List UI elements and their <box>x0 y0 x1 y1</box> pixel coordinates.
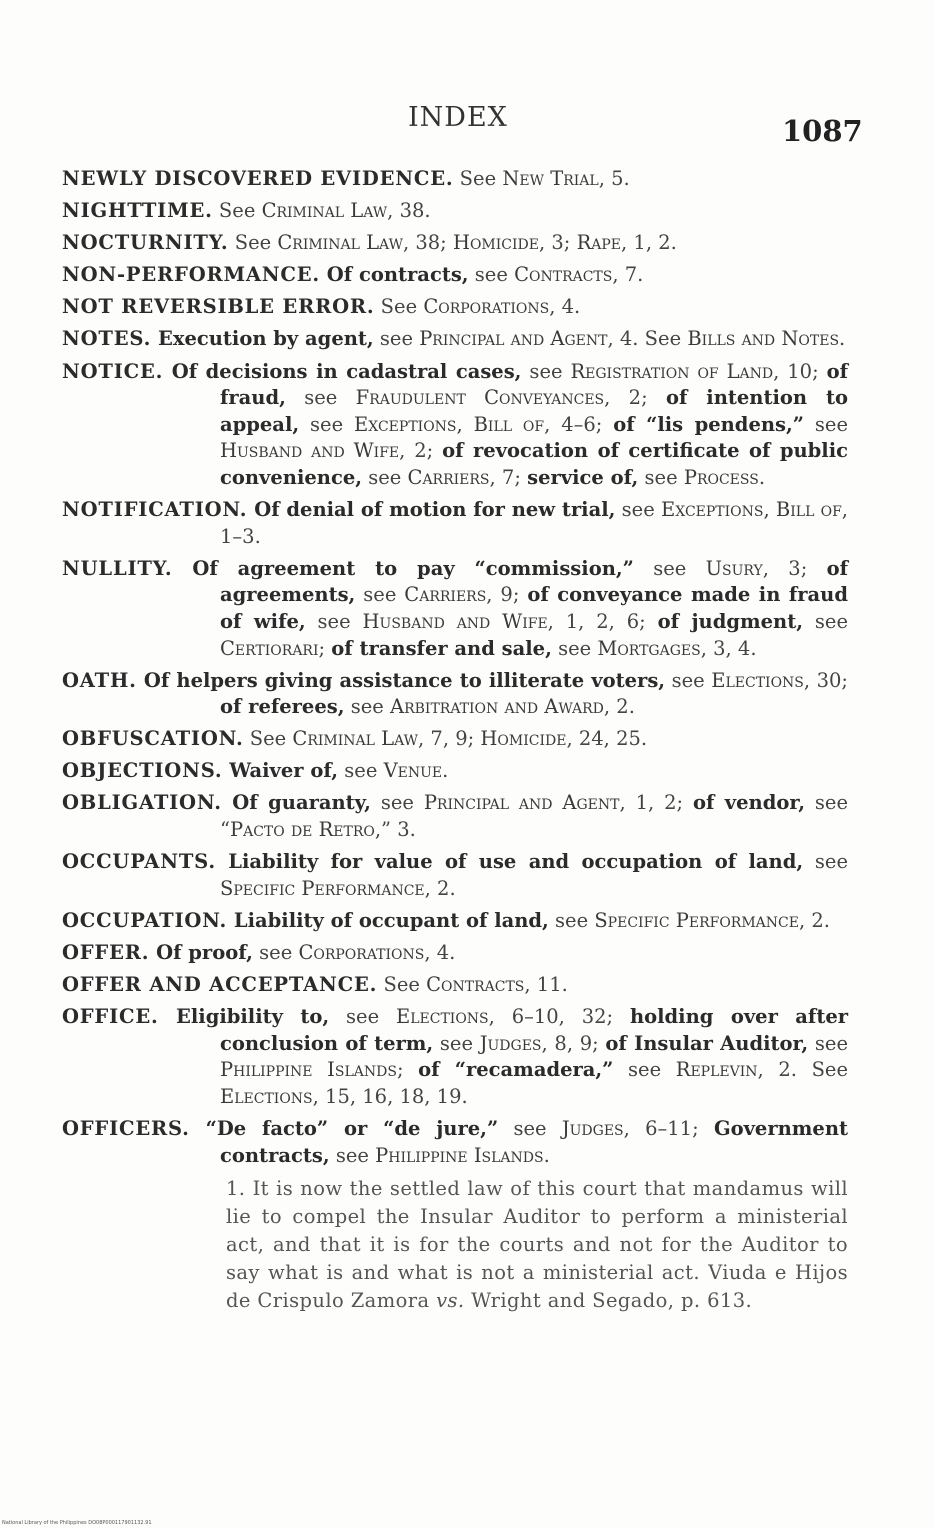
entry-text: ; <box>318 636 332 660</box>
entry-text: see <box>468 263 515 287</box>
entry-text: , 7; <box>489 465 528 489</box>
index-term: NOCTURNITY. <box>62 231 229 255</box>
index-term: OCCUPANTS. <box>62 850 216 874</box>
entry-text: , 1, 2; <box>619 791 693 815</box>
index-entry <box>62 166 848 193</box>
entry-text: , 2. <box>603 695 635 719</box>
entry-text: , 4. <box>549 295 581 319</box>
entry-text: , 1–3. <box>220 498 848 548</box>
cross-reference: Criminal Law <box>292 727 419 751</box>
index-term: OFFER AND ACCEPTANCE. <box>62 973 378 997</box>
cross-reference: Principal and Agent <box>423 791 620 815</box>
cross-reference: Carriers <box>404 583 487 607</box>
entry-text: . <box>543 1143 550 1167</box>
subheading-text: of intention to appeal, <box>220 386 849 436</box>
entry-text: See <box>453 167 503 190</box>
index-term: NEWLY DISCOVERED EVIDENCE. <box>62 167 454 190</box>
index-term: OFFICERS. <box>62 1117 190 1140</box>
entry-text: , 2. <box>798 908 830 932</box>
subheading-text: service of, <box>527 465 639 489</box>
entry-text: , 38. <box>387 199 431 223</box>
subheading-text: holding over after conclusion of term, <box>220 1005 849 1055</box>
entry-text: , 15, 16, 18, 19. <box>312 1084 468 1108</box>
entry-text: see <box>498 1117 562 1140</box>
cross-reference: Judges <box>479 1031 542 1055</box>
cross-reference: Philippine Islands <box>220 1058 397 1082</box>
cross-reference: Replevin <box>675 1058 758 1082</box>
index-entry <box>62 230 848 257</box>
subheading-text: Of proof, <box>149 940 253 964</box>
index-term: NOTICE. <box>62 359 164 383</box>
cross-reference: Corporations <box>423 295 550 319</box>
entry-text: see “ <box>220 791 848 842</box>
entry-text: See <box>243 727 293 751</box>
index-entry <box>62 556 848 662</box>
subheading-text: of transfer and sale, <box>331 636 552 660</box>
entry-text: , 10; <box>773 359 827 383</box>
index-entry <box>62 849 848 902</box>
entry-text: , 2; <box>399 439 443 463</box>
entry-text: see <box>252 940 299 964</box>
entry-text: see <box>285 386 356 410</box>
entry-text: see <box>373 327 420 351</box>
index-term: OBJECTIONS. <box>62 759 223 783</box>
cross-reference: Homicide <box>452 231 539 255</box>
index-term: NIGHTTIME. <box>62 199 213 223</box>
entry-text: , 1, 2. <box>621 231 677 255</box>
entry-text: see <box>521 359 571 383</box>
entry-text: see <box>344 695 390 719</box>
entry-text: , 5. <box>598 167 630 190</box>
subheading-text: Eligibility to, <box>158 1005 330 1029</box>
entry-text: , 4. <box>424 940 456 964</box>
entry-text: , 2. <box>424 876 456 900</box>
entry-text: see <box>329 1143 376 1167</box>
index-entry <box>62 326 848 353</box>
subheading-text: of “lis pendens,” <box>613 412 805 436</box>
cross-reference: Criminal Law <box>277 231 403 255</box>
entry-text: see <box>338 759 384 783</box>
entry-text: , 2; <box>604 386 666 410</box>
entry-text: see <box>633 556 706 580</box>
entry-text: see <box>548 908 595 932</box>
subheading-text: Of guaranty, <box>221 791 371 815</box>
entry-text: see <box>362 465 408 489</box>
subheading-text: of judgment, <box>657 609 804 633</box>
cross-reference: Contracts <box>426 973 525 997</box>
cross-reference: Homicide <box>480 727 567 751</box>
cross-reference: Venue <box>383 759 443 783</box>
entry-text: . <box>442 759 449 783</box>
index-entry <box>62 726 848 753</box>
index-entry <box>62 294 848 321</box>
index-entry <box>62 758 848 785</box>
entry-text: . <box>758 465 766 489</box>
index-entry <box>62 790 848 843</box>
entry-text: see <box>613 1058 676 1082</box>
case-versus: vs. <box>436 1288 465 1312</box>
index-entry <box>62 940 848 967</box>
entry-text: see <box>329 1005 396 1029</box>
subheading-text: Waiver of, <box>222 759 339 783</box>
entry-text: see <box>355 583 405 607</box>
entry-text: , 1, 2, 6; <box>547 609 658 633</box>
entry-text: , 8, 9; <box>541 1031 606 1055</box>
subheading-text: Of contracts, <box>320 263 469 287</box>
entry-text: see <box>305 609 363 633</box>
entry-text: see <box>808 1031 848 1055</box>
cross-reference: Rape <box>576 231 622 255</box>
entry-text: see <box>665 668 712 692</box>
cross-reference: Bills and Notes <box>687 327 840 351</box>
cross-reference: Husband and Wife <box>220 439 400 463</box>
index-term: OFFER. <box>62 940 150 964</box>
index-entries <box>62 166 848 1315</box>
cross-reference: Arbitration and Award <box>390 695 604 719</box>
subheading-text: Liability of occupant of land, <box>227 908 549 932</box>
subheading-text: Of decisions in cadastral cases, <box>163 359 522 383</box>
case-note <box>226 1175 848 1315</box>
cross-reference: Elections <box>395 1005 489 1029</box>
subheading-text: of conveyance made in fraud of wife, <box>220 583 848 633</box>
subheading-text: Of agreement to pay “commission,” <box>172 556 634 580</box>
cross-reference: Exceptions, Bill of <box>354 412 545 436</box>
subheading-text: Execution by agent, <box>151 327 374 351</box>
subheading-text: of revocation of certificate of public convenience, <box>220 439 848 489</box>
index-term: OATH. <box>62 668 137 692</box>
cross-reference: Usury <box>705 556 763 580</box>
subheading-text: Of denial of motion for new trial, <box>247 498 616 522</box>
subheading-text: Liability for value of use and occupation of land, <box>215 850 804 874</box>
index-term: OCCUPATION. <box>62 908 228 932</box>
page-header <box>0 102 934 148</box>
page-title: INDEX <box>408 102 508 133</box>
subheading-text: of vendor, <box>692 791 806 815</box>
cross-reference: Fraudulent Conveyances <box>355 386 605 410</box>
index-term: OFFICE. <box>62 1005 159 1029</box>
entry-text: , 38; <box>402 231 453 255</box>
entry-text: see <box>804 412 848 436</box>
cross-reference: Specific Performance <box>594 908 799 932</box>
index-term: OBFUSCATION. <box>62 727 244 751</box>
entry-text: , 3, 4. <box>700 636 757 660</box>
entry-text: see <box>803 850 848 874</box>
subheading-text: of “recamadera,” <box>418 1058 614 1082</box>
entry-text: , 4–6; <box>544 412 614 436</box>
cross-reference: Mortgages <box>597 636 701 660</box>
entry-text: , 7, 9; <box>418 727 481 751</box>
entry-text: ; <box>396 1058 419 1082</box>
index-entry <box>62 972 848 999</box>
case-note-citation: Wright and Segado, p. 613. <box>464 1288 753 1312</box>
subheading-text: of agreements, <box>220 556 849 607</box>
index-term: NULLITY. <box>62 556 173 580</box>
subheading-text: of Insular Auditor, <box>605 1031 809 1055</box>
index-term: NOTES. <box>62 327 152 351</box>
cross-reference: Exceptions, Bill of <box>660 498 842 522</box>
entry-text: , 6–11; <box>623 1117 714 1140</box>
cross-reference: Specific Performance <box>220 876 425 900</box>
entry-text: See <box>212 199 262 223</box>
subheading-text: of referees, <box>220 695 345 719</box>
entry-text: See <box>374 295 424 319</box>
entry-text: , 9; <box>486 583 528 607</box>
cross-reference: Elections <box>711 668 804 692</box>
subheading-text: of fraud, <box>220 359 849 410</box>
cross-reference: Husband and Wife <box>362 609 548 633</box>
index-term: OBLIGATION. <box>62 791 222 815</box>
subheading-text: Of helpers giving assistance to illiterate voters, <box>136 668 666 692</box>
entry-text: see <box>551 636 598 660</box>
entry-text: , 4. See <box>607 327 688 351</box>
cross-reference: Principal and Agent <box>419 327 608 351</box>
entry-text: , 3; <box>762 556 827 580</box>
entry-text: , 6–10, 32; <box>488 1005 630 1029</box>
entry-text: , 11. <box>524 973 568 997</box>
cross-reference: Pacto de Retro <box>229 818 375 842</box>
entry-text: see <box>615 498 661 522</box>
page-number: 1087 <box>782 114 863 148</box>
entry-text: , 3; <box>539 231 577 255</box>
case-note-text: 1. It is now the settled law of this court that mandamus will lie to compel the Insular Auditor to perform a ministerial act, and that it is for the courts and not for the Auditor to say what is and what is not a ministerial act. Viuda e Hijos de Crispulo Zamora <box>226 1176 848 1312</box>
entry-text: , 7. <box>612 263 644 287</box>
entry-text: , 24, 25. <box>566 727 648 751</box>
index-term: NOTIFICATION. <box>62 498 248 522</box>
entry-text: see <box>299 412 355 436</box>
cross-reference: Philippine Islands <box>375 1143 544 1167</box>
cross-reference: Contracts <box>514 263 613 287</box>
cross-reference: Process <box>683 465 759 489</box>
cross-reference: Elections <box>220 1084 313 1108</box>
cross-reference: Criminal Law <box>261 199 388 223</box>
index-entry <box>62 1004 848 1110</box>
entry-text: see <box>370 791 424 815</box>
cross-reference: New Trial <box>502 167 599 190</box>
index-entry <box>62 198 848 225</box>
subheading-text: Government contracts, <box>220 1117 849 1167</box>
cross-reference: Corporations <box>298 940 425 964</box>
index-entry <box>62 359 848 492</box>
entry-text: See <box>377 973 427 997</box>
entry-text: see <box>433 1031 480 1055</box>
cross-reference: Certiorari <box>220 636 319 660</box>
cross-reference: Registration of Land <box>570 359 774 383</box>
index-entry <box>62 908 848 935</box>
index-term: NOT REVERSIBLE ERROR. <box>62 295 375 319</box>
library-footer-tag: National Library of the Philippines DO08P000117901132.91 <box>2 1520 152 1526</box>
entry-text: see <box>803 609 848 633</box>
subheading-text: “De facto” or “de jure,” <box>189 1117 499 1140</box>
entry-text: . <box>839 327 846 351</box>
index-term: NON-PERFORMANCE. <box>62 263 321 287</box>
cross-reference: Carriers <box>407 465 490 489</box>
index-entry <box>62 262 848 289</box>
entry-text: See <box>228 231 278 255</box>
index-entry <box>62 1116 848 1169</box>
index-entry <box>62 668 848 721</box>
entry-text: , 30; <box>803 668 848 692</box>
cross-reference: Judges <box>561 1117 624 1140</box>
index-entry <box>62 497 848 550</box>
entry-text: see <box>638 465 684 489</box>
entry-text: ,” 3. <box>374 818 416 842</box>
entry-text: , 2. See <box>757 1058 849 1082</box>
